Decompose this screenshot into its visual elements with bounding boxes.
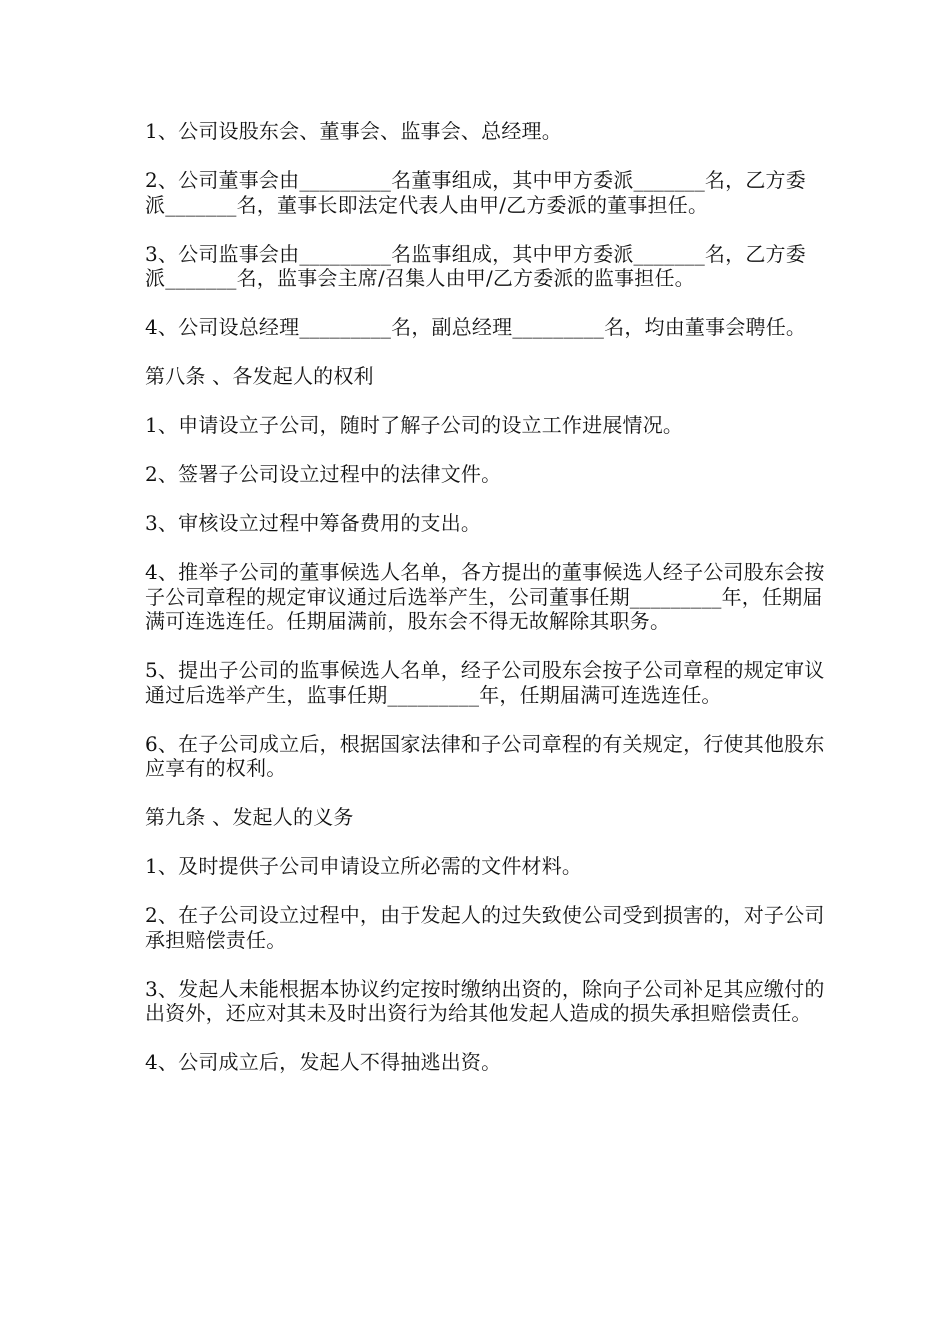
clause-paragraph: 1、申请设立子公司，随时了解子公司的设立工作进展情况。 — [145, 413, 684, 437]
clause-paragraph: 1、及时提供子公司申请设立所必需的文件材料。 — [145, 854, 583, 878]
clause-paragraph: 5、提出子公司的监事候选人名单，经子公司股东会按子公司章程的规定审议通过后选举产生，监事任期_________年，任期届满可连选连任。 — [145, 658, 825, 707]
document-body — [145, 119, 825, 1099]
clause-paragraph: 2、在子公司设立过程中，由于发起人的过失致使公司受到损害的，对子公司承担赔偿责任。 — [145, 903, 825, 952]
article-heading: 第九条 、发起人的义务 — [145, 805, 354, 829]
clause-paragraph: 3、发起人未能根据本协议约定按时缴纳出资的，除向子公司补足其应缴付的出资外，还应对其未及时出资行为给其他发起人造成的损失承担赔偿责任。 — [145, 976, 825, 1025]
clause-paragraph: 2、签署子公司设立过程中的法律文件。 — [145, 462, 502, 486]
clause-paragraph: 6、在子公司成立后，根据国家法律和子公司章程的有关规定，行使其他股东应享有的权利。 — [145, 731, 825, 780]
clause-paragraph: 4、公司成立后，发起人不得抽逃出资。 — [145, 1050, 502, 1074]
clause-paragraph: 4、公司设总经理_________名，副总经理_________名，均由董事会聘任。 — [145, 315, 807, 339]
clause-paragraph: 2、公司董事会由_________名董事组成，其中甲方委派_______名，乙方委派_______名，董事长即法定代表人由甲/乙方委派的董事担任。 — [145, 168, 806, 217]
clause-paragraph: 3、审核设立过程中筹备费用的支出。 — [145, 511, 482, 535]
clause-paragraph: 4、推举子公司的董事候选人名单，各方提出的董事候选人经子公司股东会按子公司章程的规定审议通过后选举产生，公司董事任期_________年，任期届满可连选连任。任期届满前，股东会不得无故解除其职务。 — [145, 560, 825, 633]
clause-paragraph: 3、公司监事会由_________名监事组成，其中甲方委派_______名，乙方委派_______名，监事会主席/召集人由甲/乙方委派的监事担任。 — [145, 241, 806, 290]
clause-paragraph: 1、公司设股东会、董事会、监事会、总经理。 — [145, 119, 562, 143]
article-heading: 第八条 、各发起人的权利 — [145, 364, 374, 388]
